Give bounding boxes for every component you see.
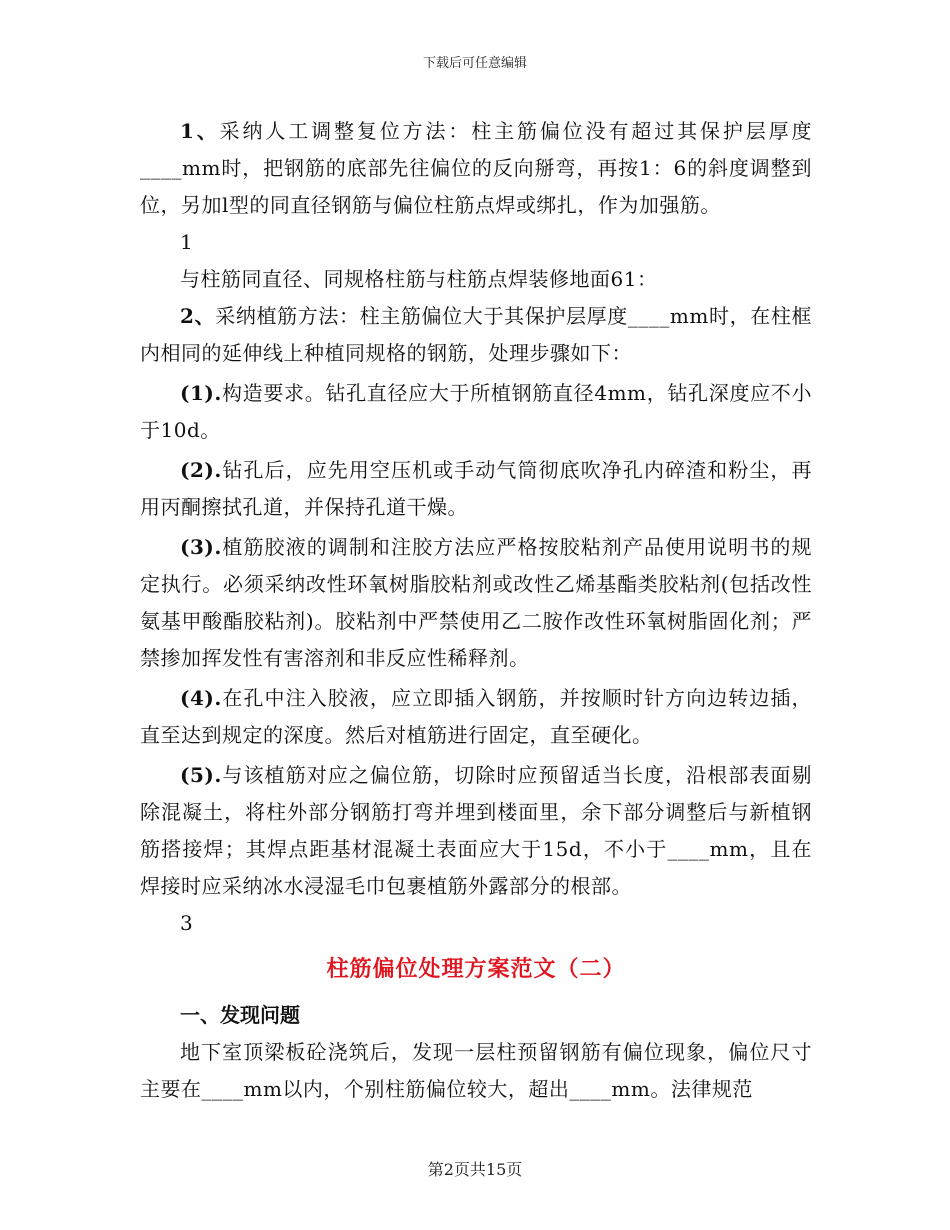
step-text: 在孔中注入胶液，应立即插入钢筋，并按顺时针方向边转边插，直至达到规定的深度。然后对植筋进行固定，直至硬化。: [140, 686, 812, 747]
section-title: 柱筋偏位处理方案范文（二）: [326, 956, 626, 982]
figure-number: 3: [180, 911, 193, 935]
item-number: 1、: [180, 119, 220, 143]
figure-number: 1: [180, 230, 193, 254]
page-header: 下载后可任意编辑: [422, 56, 527, 71]
step-text: 植筋胶液的调制和注胶方法应严格按胶粘剂产品使用说明书的规定执行。必须采纳改性环氧树脂胶粘剂或改性乙烯基酯类胶粘剂(包括改性氨基甲酸酯胶粘剂)。胶粘剂中严禁使用乙二胺作改性环氧树脂固化剂；严禁掺加挥发性有害溶剂和非反应性稀释剂。: [140, 535, 812, 670]
step-text: 与该植筋对应之偏位筋，切除时应预留适当长度，沿根部表面剔除混凝土，将柱外部分钢筋打弯并埋到楼面里，余下部分调整后与新植钢筋搭接焊；其焊点距基材混凝土表面应大于15d，不小于____mm，且在焊接时应采纳冰水浸湿毛巾包裹植筋外露部分的根部。: [140, 763, 812, 898]
step-2: [140, 452, 812, 526]
item-number: 2、: [180, 304, 216, 328]
step-text: 构造要求。钻孔直径应大于所植钢筋直径4mm，钻孔深度应不小于10d。: [140, 381, 812, 442]
step-5: [140, 757, 812, 905]
page-footer: 第2页共15页: [427, 1160, 523, 1179]
paragraph-text: 采纳人工调整复位方法：柱主筋偏位没有超过其保护层厚度____mm时，把钢筋的底部先往偏位的反向掰弯，再按1：6的斜度调整到位，另加l型的同直径钢筋与偏位柱筋点焊或绑扎，作为加强筋。: [140, 119, 813, 217]
step-4: [140, 680, 812, 754]
paragraph-figure-caption: 与柱筋同直径、同规格柱筋与柱筋点焊装修地面61：: [180, 267, 658, 291]
step-number: (4).: [180, 686, 222, 710]
step-number: (1).: [180, 381, 222, 405]
paragraph-text: 采纳植筋方法：柱主筋偏位大于其保护层厚度____mm时，在柱框内相同的延伸线上种植同规格的钢筋，处理步骤如下：: [140, 304, 812, 365]
paragraph-method-1: [140, 113, 812, 224]
step-number: (3).: [180, 535, 222, 559]
paragraph-method-2: [140, 298, 812, 372]
step-number: (5).: [180, 763, 222, 787]
step-1: [140, 375, 812, 449]
section-subheading: 一、发现问题: [180, 1003, 300, 1027]
paragraph-problem: 地下室顶梁板砼浇筑后，发现一层柱预留钢筋有偏位现象，偏位尺寸主要在____mm以内，个别柱筋偏位较大，超出____mm。法律规范: [140, 1040, 812, 1101]
step-3: [140, 529, 812, 677]
document-body: [140, 113, 812, 1108]
step-number: (2).: [180, 458, 222, 482]
step-text: 钻孔后，应先用空压机或手动气筒彻底吹净孔内碎渣和粉尘，再用丙酮擦拭孔道，并保持孔道干燥。: [140, 458, 812, 519]
